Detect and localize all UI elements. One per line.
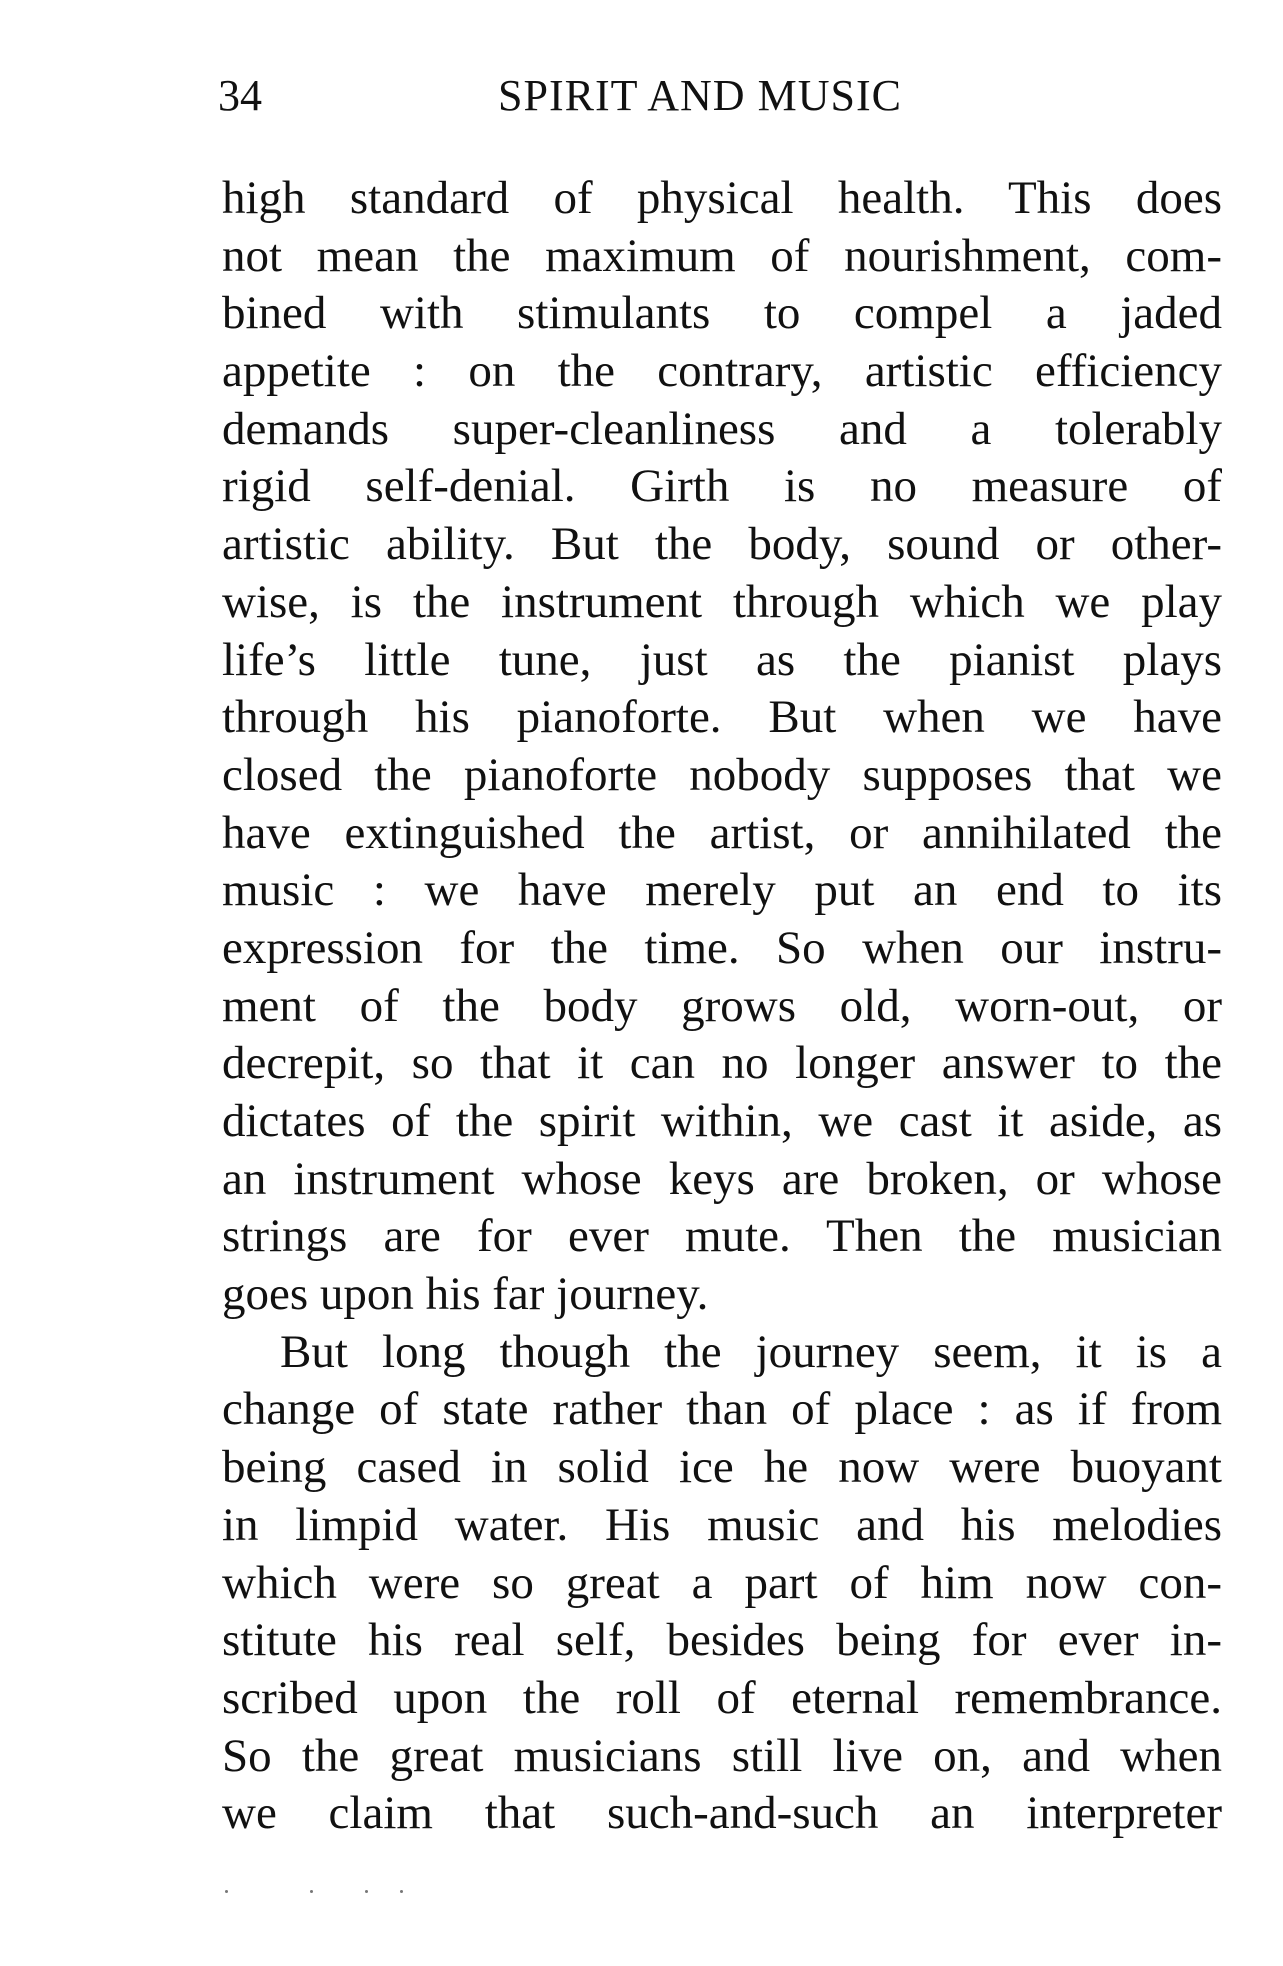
print-speck bbox=[225, 1890, 228, 1893]
text-line: appetite : on the contrary, artistic efficiency bbox=[222, 345, 1222, 398]
text-line: scribed upon the roll of eternal remembrance. bbox=[222, 1671, 1222, 1724]
text-line: through his pianoforte. But when we have bbox=[222, 691, 1222, 744]
print-speck bbox=[400, 1890, 403, 1893]
text-line: music : we have merely put an end to its bbox=[222, 864, 1222, 917]
text-line: being cased in solid ice he now were buoyant bbox=[222, 1441, 1222, 1494]
text-line: expression for the time. So when our instru- bbox=[222, 921, 1222, 974]
print-speck bbox=[310, 1890, 313, 1893]
print-speck bbox=[365, 1890, 368, 1893]
text-line: artistic ability. But the body, sound or other- bbox=[222, 518, 1222, 571]
text-line: decrepit, so that it can no longer answer to the bbox=[222, 1037, 1222, 1090]
text-line: high standard of physical health. This does bbox=[222, 172, 1222, 224]
body-text bbox=[222, 170, 1222, 1843]
page-number: 34 bbox=[218, 71, 262, 120]
print-specks bbox=[225, 1890, 525, 1900]
running-title: SPIRIT AND MUSIC bbox=[498, 71, 902, 120]
text-line: rigid self-denial. Girth is no measure of bbox=[222, 460, 1222, 513]
paragraph-first-line: But long though the journey seem, it is a bbox=[280, 1325, 1222, 1378]
paragraph-end-line: goes upon his far journey. bbox=[222, 1268, 709, 1321]
text-line: not mean the maximum of nourishment, com- bbox=[222, 229, 1222, 282]
text-line: demands super-cleanliness and a tolerably bbox=[222, 402, 1222, 455]
text-line: wise, is the instrument through which we play bbox=[222, 575, 1222, 628]
text-line: bined with stimulants to compel a jaded bbox=[222, 287, 1222, 340]
text-line: have extinguished the artist, or annihilated the bbox=[222, 806, 1222, 859]
text-line: an instrument whose keys are broken, or whose bbox=[222, 1152, 1222, 1205]
text-line: stitute his real self, besides being for ever in- bbox=[222, 1614, 1222, 1667]
text-line: life’s little tune, just as the pianist plays bbox=[222, 633, 1222, 686]
running-head bbox=[218, 68, 1218, 124]
text-line: change of state rather than of place : as if from bbox=[222, 1383, 1222, 1436]
text-line: strings are for ever mute. Then the musician bbox=[222, 1210, 1222, 1263]
text-line: So the great musicians still live on, and when bbox=[222, 1729, 1222, 1782]
text-line: which were so great a part of him now con- bbox=[222, 1556, 1222, 1609]
text-line: closed the pianoforte nobody supposes that we bbox=[222, 748, 1222, 801]
text-line: dictates of the spirit within, we cast it aside, as bbox=[222, 1095, 1222, 1147]
text-line: in limpid water. His music and his melodies bbox=[222, 1498, 1222, 1551]
text-line: we claim that such-and-such an interpreter bbox=[222, 1787, 1222, 1840]
text-line: ment of the body grows old, worn-out, or bbox=[222, 979, 1222, 1032]
